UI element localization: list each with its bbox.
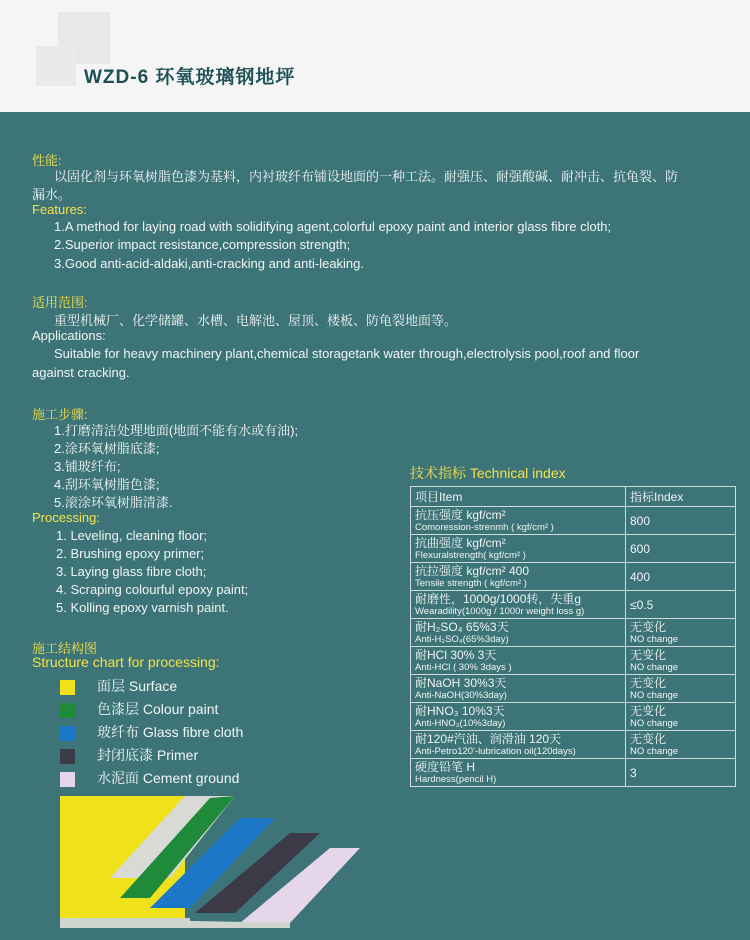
feature-item: 3.Good anti-acid-aldaki,anti-cracking and anti-leaking. — [54, 256, 365, 271]
header-band — [0, 0, 750, 112]
processing-en-step: 1. Leveling, cleaning floor; — [56, 528, 208, 543]
swatch-glass-fibre — [60, 726, 75, 741]
applications-en-heading: Applications: — [32, 328, 106, 343]
swatch-cement — [60, 772, 75, 787]
row-sub: Anti-Petro120'-lubrication oil(120days) — [415, 746, 576, 757]
row-value: 无变化 — [630, 620, 667, 634]
feature-item: 2.Superior impact resistance,compression strength; — [54, 237, 351, 252]
legend-label: 玻纤布 Glass fibre cloth — [97, 724, 244, 740]
table-row — [411, 647, 736, 675]
row-sub: Anti-HCl ( 30% 3days ) — [415, 662, 512, 673]
table-row — [411, 675, 736, 703]
swatch-colour-paint — [60, 703, 75, 718]
legend-item-surface — [60, 676, 177, 696]
table-title: 技术指标 Technical index — [410, 465, 566, 481]
processing-en-heading: Processing: — [32, 510, 100, 525]
row-value: 400 — [626, 563, 736, 591]
table-row — [411, 535, 736, 563]
processing-en-step: 4. Scraping colourful epoxy paint; — [56, 582, 249, 597]
table-row — [411, 759, 736, 787]
processing-cn-step: 4.刮环氧树脂色漆; — [54, 477, 160, 492]
row-value-en: NO change — [630, 662, 679, 673]
table-row — [411, 507, 736, 535]
row-value: 800 — [626, 507, 736, 535]
row-value: ≤0.5 — [626, 591, 736, 619]
row-main: 耐磨性，1000g/1000转，失重g — [415, 592, 582, 606]
decor-square — [36, 46, 76, 86]
row-main: 耐NaOH 30%3天 — [415, 676, 507, 690]
applications-cn-heading: 适用范围: — [32, 295, 88, 310]
legend-label: 色漆层 Colour paint — [97, 701, 219, 717]
page-title: WZD-6 环氧玻璃钢地坪 — [84, 67, 296, 88]
row-main: 抗曲强度 kgf/cm² — [415, 536, 506, 550]
features-cn-heading: 性能: — [32, 153, 62, 168]
structure-en-heading: Structure chart for processing: — [32, 654, 220, 670]
processing-en-step: 2. Brushing epoxy primer; — [56, 546, 205, 561]
table-header-row — [411, 487, 736, 507]
table-row — [411, 731, 736, 759]
legend-label: 面层 Surface — [97, 678, 178, 694]
header-index: 指标Index — [626, 487, 736, 507]
row-sub: Comoression-strenmh ( kgf/cm² ) — [415, 522, 554, 533]
row-main: 抗压强度 kgf/cm² — [415, 508, 506, 522]
table-row — [411, 619, 736, 647]
row-value: 3 — [626, 759, 736, 787]
structure-diagram — [50, 788, 370, 928]
row-sub: Anti-NaOH(30%3day) — [415, 690, 507, 701]
structure-cn-heading: 施工结构图 — [32, 641, 98, 656]
swatch-primer — [60, 749, 75, 764]
feature-item: 1.A method for laying road with solidifying agent,colorful epoxy paint and interior glass fibre cloth; — [54, 219, 612, 234]
processing-cn-step: 3.铺玻纤布; — [54, 459, 121, 474]
legend-item-glass-fibre — [60, 722, 243, 742]
row-main: 耐120#汽油、润滑油 120天 — [415, 732, 562, 746]
row-main: 耐HCl 30% 3天 — [415, 648, 497, 662]
processing-cn-step: 5.滚涂环氧树脂清漆. — [54, 495, 173, 510]
row-value-en: NO change — [630, 746, 679, 757]
table-row — [411, 563, 736, 591]
features-en-heading: Features: — [32, 202, 87, 217]
row-sub: Hardness(pencil H) — [415, 774, 497, 785]
row-sub: Wearadility(1000g / 1000r weight loss g) — [415, 606, 585, 617]
processing-en-step: 3. Laying glass fibre cloth; — [56, 564, 207, 579]
row-main: 耐H₂SO₄ 65%3天 — [415, 620, 509, 634]
row-main: 耐HNO₃ 10%3天 — [415, 704, 505, 718]
features-cn-text2: 漏水。 — [32, 187, 72, 202]
applications-en-text: Suitable for heavy machinery plant,chemical storagetank water through,electrolysis pool,roof and floor — [54, 346, 640, 361]
processing-cn-step: 2.涂环氧树脂底漆; — [54, 441, 160, 456]
applications-cn-text: 重型机械厂、化学储罐、水槽、电解池、屋顶、楼板、防龟裂地面等。 — [54, 313, 458, 328]
processing-cn-heading: 施工步骤: — [32, 407, 88, 422]
legend-item-primer — [60, 745, 198, 765]
table-row — [411, 703, 736, 731]
features-cn-text: 以固化剂与环氧树脂色漆为基料，内衬玻纤布铺设地面的一种工法。耐强压、耐强酸碱、耐冲击、抗龟裂、防 — [54, 169, 679, 184]
legend-item-cement — [60, 768, 239, 788]
row-value-en: NO change — [630, 690, 679, 701]
row-sub: Tensile strength ( kgf/cm² ) — [415, 578, 527, 589]
row-value-en: NO change — [630, 634, 679, 645]
row-value-en: NO change — [630, 718, 679, 729]
row-value: 无变化 — [630, 676, 667, 690]
legend-item-colour-paint — [60, 699, 218, 719]
row-value: 无变化 — [630, 732, 667, 746]
processing-en-step: 5. Kolling epoxy varnish paint. — [56, 600, 229, 615]
swatch-surface — [60, 680, 75, 695]
row-sub: Anti-HNO₃(10%3day) — [415, 718, 506, 729]
legend-label: 封闭底漆 Primer — [97, 747, 199, 763]
table-row — [411, 591, 736, 619]
row-sub: Anti-H₂SO₄(65%3day) — [415, 634, 509, 645]
processing-cn-step: 1.打磨清洁处理地面(地面不能有水或有油); — [54, 423, 299, 438]
legend-label: 水泥面 Cement ground — [97, 770, 240, 786]
applications-en-text: against cracking. — [32, 365, 130, 380]
row-value: 无变化 — [630, 648, 667, 662]
row-main: 抗拉强度 kgf/cm² 400 — [415, 564, 530, 578]
technical-index-table — [410, 486, 736, 787]
row-sub: Flexuralstrength( kgf/cm² ) — [415, 550, 526, 561]
row-main: 硬度铅笔 H — [415, 760, 476, 774]
row-value: 600 — [626, 535, 736, 563]
header-item: 项目Item — [411, 487, 626, 507]
row-value: 无变化 — [630, 704, 667, 718]
